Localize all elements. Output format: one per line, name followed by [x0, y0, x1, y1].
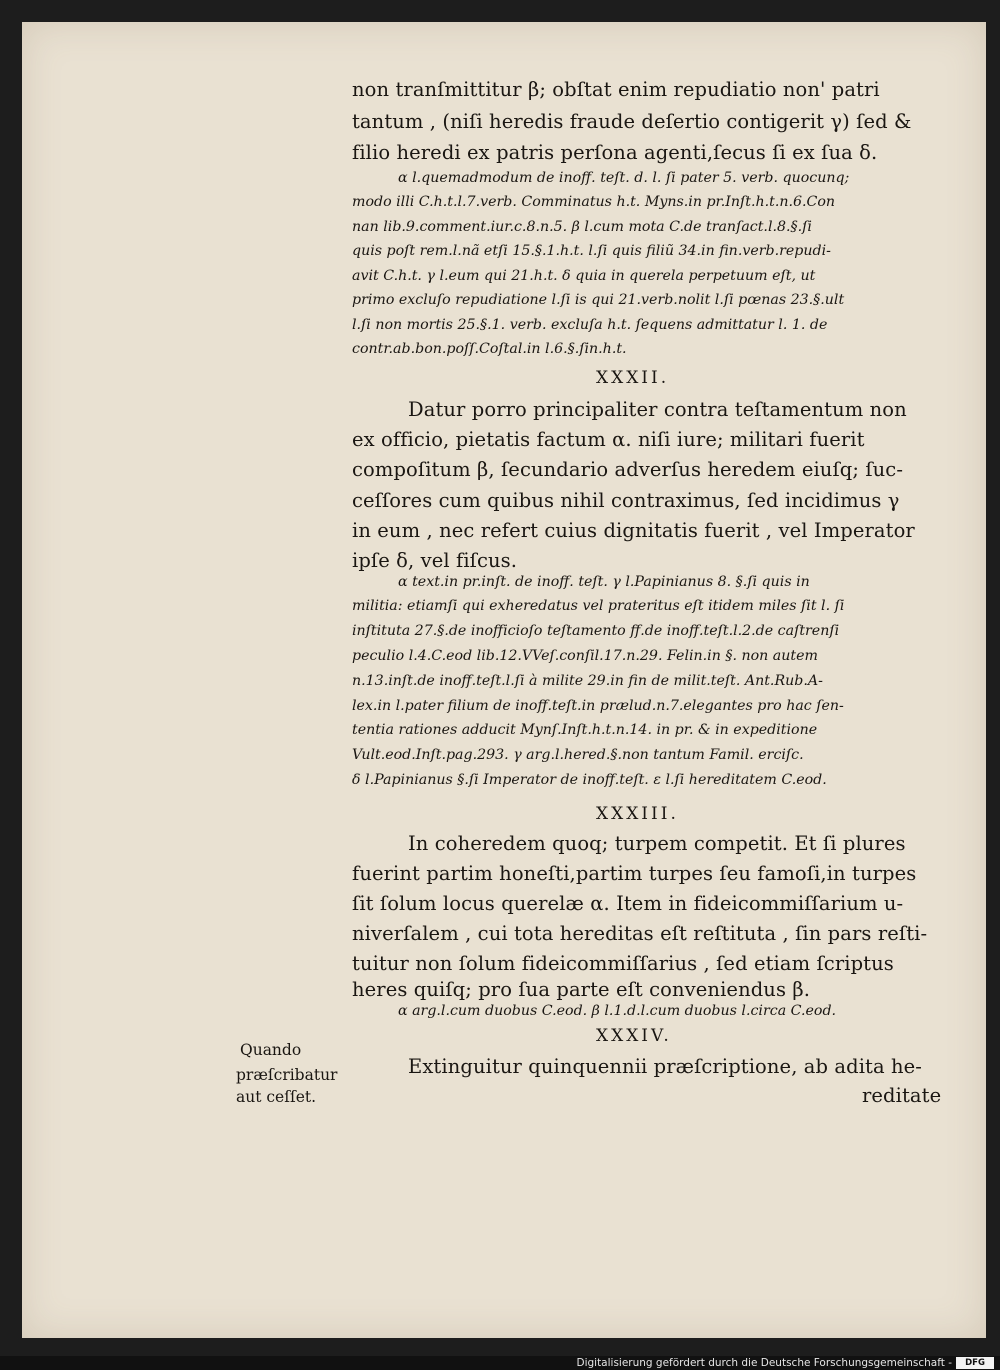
text-line: In coheredem quoq; turpem competit. Et ſi plures	[408, 832, 906, 855]
footnote-line: tentia rationes adducit Mynſ.Inſt.h.t.n.14. in pr. & in expeditione	[352, 722, 818, 738]
footer-bar	[0, 1356, 1000, 1370]
text-line: compoſitum β, ſecundario adverſus heredem eiuſq; ſuc-	[352, 458, 904, 481]
margin-note-line: aut ceſſet.	[236, 1088, 317, 1106]
text-line: tuitur non ſolum fideicommiſſarius , ſed etiam ſcriptus	[352, 952, 894, 975]
footnote-line: avit C.h.t. γ l.eum qui 21.h.t. δ quia in querela perpetuum eſt, ut	[352, 268, 816, 284]
footnote-line: peculio l.4.C.eod lib.12.VVeſ.conſil.17.n.29. Felin.in §. non autem	[352, 648, 818, 664]
footnote-line: δ l.Papinianus §.ſi Imperator de inoff.teſt. ε l.ſi hereditatem C.eod.	[352, 772, 827, 788]
text-line: niverſalem , cui tota hereditas eſt reſtituta , ſin pars reſti-	[352, 922, 928, 945]
funding-notice: Digitalisierung gefördert durch die Deutsche Forschungsgemeinschaft -	[576, 1357, 952, 1369]
dfg-logo: DFG	[956, 1357, 994, 1369]
text-line: heres quiſq; pro ſua parte eſt conveniendus β.	[352, 978, 811, 1001]
footnote-line: contr.ab.bon.poſſ.Coſtal.in l.6.§.ſin.h.t.	[352, 341, 627, 357]
footnote-line: Vult.eod.Inſt.pag.293. γ arg.l.hered.§.non tantum Famil. erciſc.	[352, 747, 804, 763]
text-line: fuerint partim honeſti,partim turpes ſeu famoſi,in turpes	[352, 862, 917, 885]
footnote-line: inſtituta 27.§.de inofficioſo teſtamento ff.de inoff.teſt.l.2.de caſtrenſi	[352, 623, 840, 639]
text-line: Extinguitur quinquennii præſcriptione, ab adita he-	[408, 1055, 922, 1078]
footnote-line: α arg.l.cum duobus C.eod. β l.1.d.l.cum duobus l.circa C.eod.	[398, 1003, 837, 1019]
section-heading: XXXII.	[596, 368, 670, 388]
footnote-line: modo illi C.h.t.l.7.verb. Comminatus h.t. Myns.in pr.Inſt.h.t.n.6.Con	[352, 194, 836, 210]
footnote-line: α l.quemadmodum de inoff. teſt. d. l. ſi pater 5. verb. quocunq;	[398, 170, 850, 186]
footnote-line: militia: etiamſi qui exheredatus vel prateritus eſt itidem miles ſit l. ſi	[352, 598, 845, 614]
footnote-line: α text.in pr.inſt. de inoff. teſt. γ l.Papinianus 8. §.ſi quis in	[398, 574, 810, 590]
text-line: ex officio, pietatis factum α. niſi iure; militari fuerit	[352, 428, 865, 451]
section-heading: XXXIII.	[596, 804, 679, 824]
text-line: ipſe δ, vel fiſcus.	[352, 549, 518, 572]
section-heading: XXXIV.	[596, 1026, 672, 1046]
text-line: in eum , nec refert cuius dignitatis fuerit , vel Imperator	[352, 519, 915, 542]
catchword: reditate	[862, 1084, 942, 1107]
footnote-line: lex.in l.pater filium de inoff.teſt.in prælud.n.7.elegantes pro hac ſen-	[352, 698, 844, 714]
footnote-line: n.13.inſt.de inoff.teſt.l.ſi à milite 29.in fin de milit.teſt. Ant.Rub.A-	[352, 673, 823, 689]
text-line: tantum , (niſi heredis fraude deſertio contigerit γ) ſed &	[352, 110, 912, 133]
margin-note-line: præſcribatur	[236, 1066, 338, 1084]
footnote-line: nan lib.9.comment.iur.c.8.n.5. β l.cum mota C.de tranſact.l.8.§.ſi	[352, 219, 812, 235]
footnote-line: l.ſi non mortis 25.§.1. verb. excluſa h.t. ſequens admittatur l. 1. de	[352, 317, 828, 333]
margin-note-line: Quando	[240, 1041, 302, 1059]
text-line: ſit ſolum locus querelæ α. Item in fideicommiſſarium u-	[352, 892, 904, 915]
footnote-line: primo excluſo repudiatione l.ſi is qui 21.verb.nolit l.ſi pœnas 23.§.ult	[352, 292, 845, 308]
text-line: Datur porro principaliter contra teſtamentum non	[408, 398, 907, 421]
footnote-line: quis poſt rem.l.nã etſi 15.§.1.h.t. l.ſi quis filiũ 34.in fin.verb.repudi-	[352, 243, 831, 259]
text-line: filio heredi ex patris perſona agenti,ſecus ſi ex ſua δ.	[352, 141, 878, 164]
text-line: non tranſmittitur β; obſtat enim repudiatio non' patri	[352, 78, 880, 101]
text-line: ceſſores cum quibus nihil contraximus, ſed incidimus γ	[352, 489, 900, 512]
